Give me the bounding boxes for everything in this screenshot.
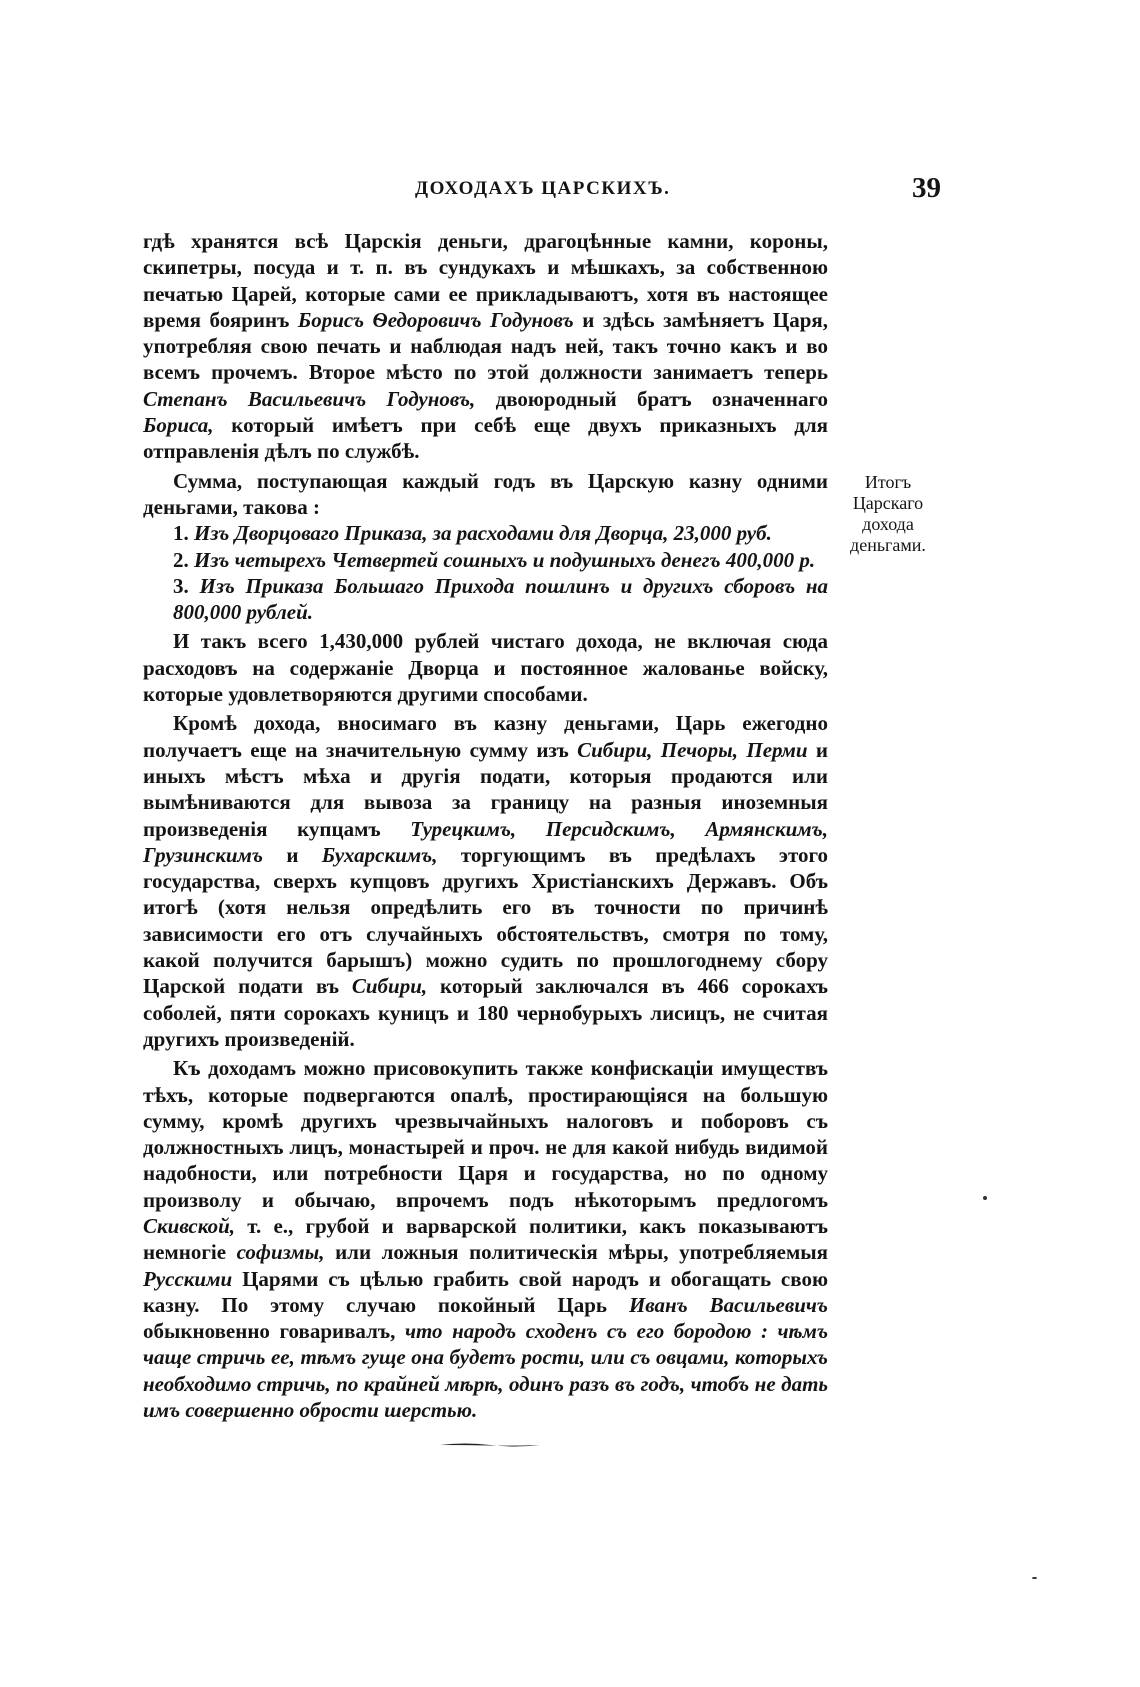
revenue-list-item: 3. Изъ Приказа Большаго Прихода пошлинъ и другихъ сборовъ на 800,000 рублей. [173, 573, 829, 625]
paragraph-2: Сумма, поступающая каждый годъ въ Царскую казну одними деньгами, такова : [143, 468, 828, 519]
paragraph-5: Къ доходамъ можно присовокупить также конфискаціи имуществъ тѣхъ, которые подвергаются опалѣ, простирающіяся на большую сумму, кромѣ другихъ чрезвычайныхъ налоговъ и поборовъ съ должностныхъ лицъ, монастырей и проч. не для какой нибудь видимой надобности, или потребности Царя и государства, но по одному произволу и обычаю, впрочемъ подъ нѣкоторымъ предлогомъ Скивской, т. е., грубой и варварской политики, какъ показываютъ немногіе софизмы, или ложныя политическія мѣры, употребляемыя Русскими Царями съ цѣлью грабить свой народъ и обогащать свою казну. По этому случаю покойный Царь Иванъ Васильевичъ обыкновенно говаривалъ, что народъ сходенъ съ его бородою : чѣмъ чаще стричь ее, тѣмъ гуще она будетъ рости, или съ овцами, которыхъ необходимо стричь, по крайней мѣрѣ, одинъ разъ въ годъ, чтобъ не дать имъ совершенно обрости шерстью. [143, 1056, 829, 1423]
revenue-list-item: 2. Изъ четырехъ Четвертей сошныхъ и подушныхъ денегъ 400,000 р. [173, 547, 816, 572]
page-number: 39 [912, 172, 941, 204]
print-speck [1032, 1577, 1037, 1579]
body-text [143, 228, 828, 1423]
paragraph-1: гдѣ хранятся всѣ Царскія деньги, драгоцѣнные камни, короны, скипетры, посуда и т. п. въ сундукахъ и мѣшкахъ, за собственною печатью Царей, которые сами ее прикладываютъ, хотя въ настоящее время бояринъ Борисъ Ѳедоровичъ Годуновъ и здѣсь замѣняетъ Царя, употребляя свою печать и наблюдая надъ ней, такъ точно какъ и во всемъ прочемъ. Второе мѣсто по этой должности занимаетъ теперь Степанъ Васильевичъ Годуновъ, двоюродный братъ означеннаго Бориса, который имѣетъ при себѣ еще двухъ приказныхъ для отправленія дѣлъ по службѣ. [143, 229, 829, 464]
margin-note-line: Итогъ [864, 472, 912, 492]
margin-note-line: Царскаго [852, 493, 924, 513]
margin-note-line: дохода [862, 514, 914, 534]
revenue-list-item: 1. Изъ Дворцоваго Приказа, за расходами для Дворца, 23,000 руб. [173, 521, 772, 546]
paragraph-3: И такъ всего 1,430,000 рублей чистаго дохода, не включая сюда расходовъ на содержаніе Дворца и постоянное жалованье войску, которые удовлетворяются другими способами. [143, 629, 828, 707]
margin-note [838, 472, 938, 556]
running-header: ДОХОДАХЪ ЦАРСКИХЪ. [415, 178, 671, 199]
end-ornament [440, 1442, 540, 1448]
print-speck [983, 1196, 987, 1200]
paragraph-4: Кромѣ дохода, вносимаго въ казну деньгами, Царь ежегодно получаетъ еще на значительную сумму изъ Сибири, Печоры, Перми и иныхъ мѣстъ мѣха и другія подати, которыя продаются или вымѣниваются для вывоза за границу на разныя иноземныя произведенія купцамъ Турецкимъ, Персидскимъ, Армянскимъ, Грузинскимъ и Бухарскимъ, торгующимъ въ предѣлахъ этого государства, сверхъ купцовъ другихъ Христіанскихъ Державъ. Объ итогѣ (хотя нельзя опредѣлить его въ точности по причинѣ зависимости его отъ случайныхъ обстоятельствъ, смотря по тому, какой получится барышъ) можно судить по прошлогоднему сбору Царской подати въ Сибири, который заключался въ 466 сорокахъ соболей, пяти сорокахъ куницъ и 180 чернобурыхъ лисицъ, не считая другихъ произведеній. [143, 711, 829, 1051]
margin-note-line: деньгами. [850, 535, 926, 555]
